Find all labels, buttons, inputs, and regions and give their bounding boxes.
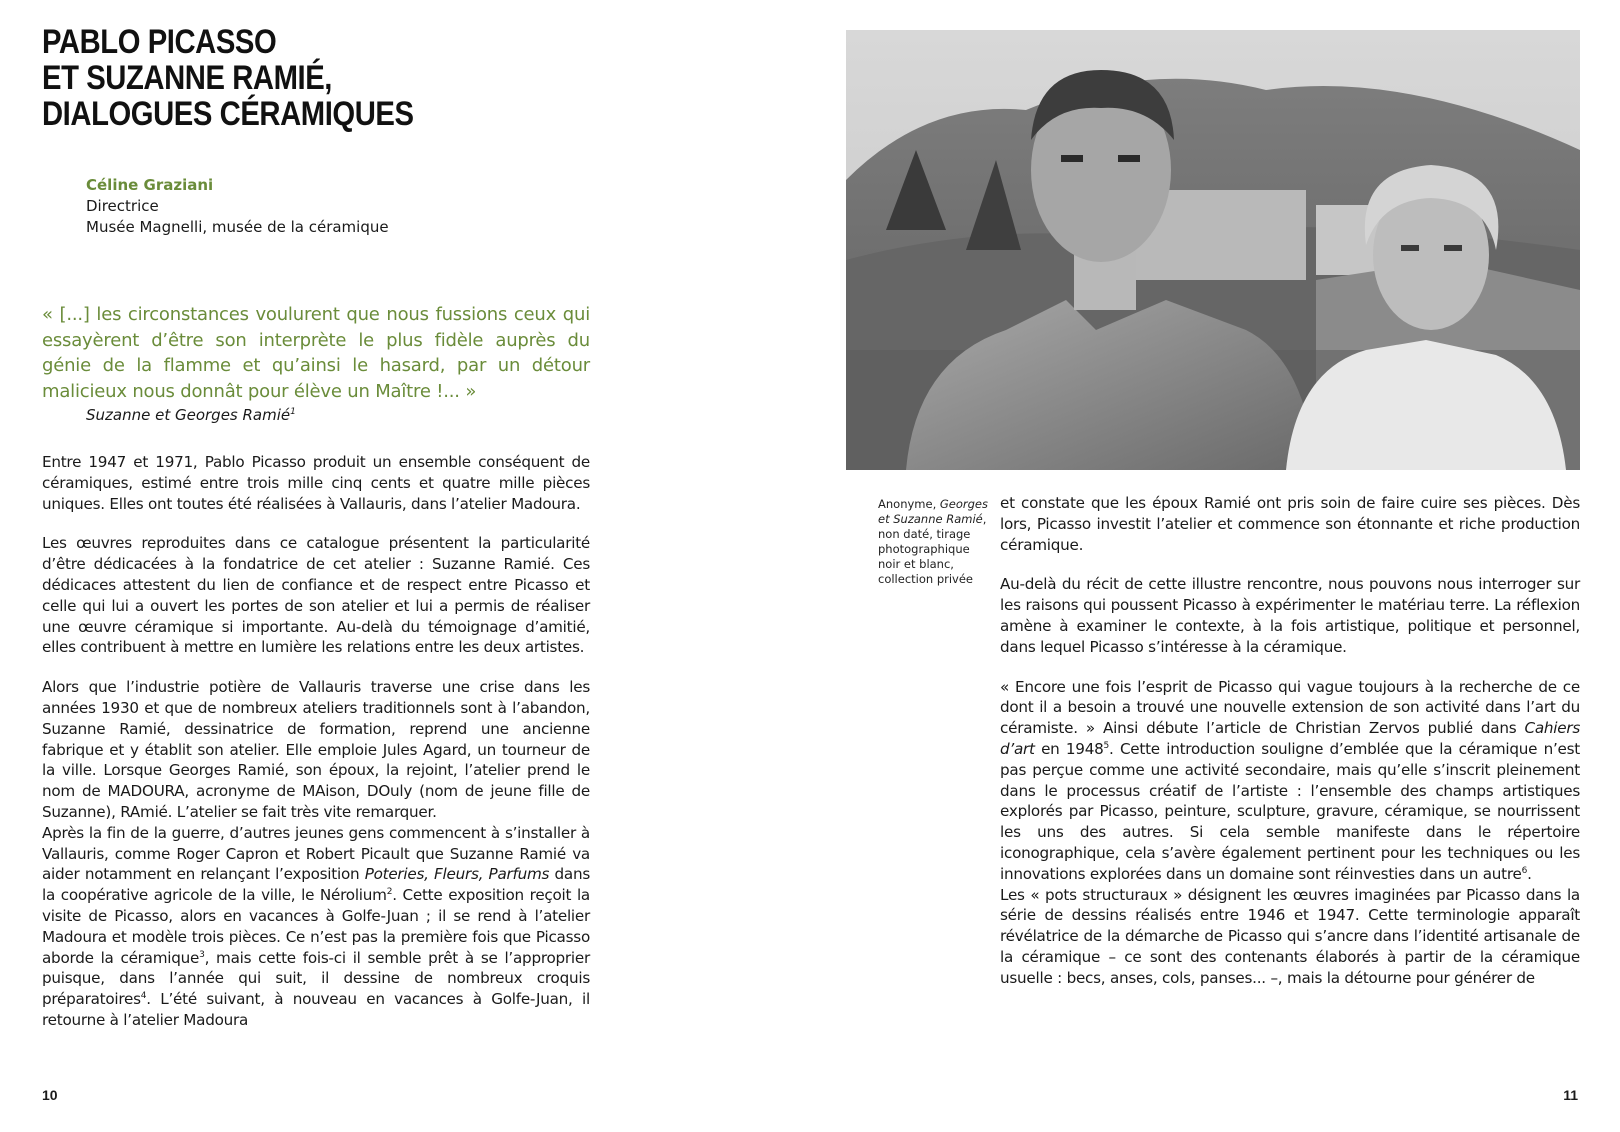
footnote-ref-6: 6 [1521,865,1528,876]
paragraph-4-part-c: . Cette exposition reçoit la visite de Picasso, alors en vacances à Golfe-Juan ; il se rend à l’atelier Madoura et modèle trois pièces. Ce n’est pas la première fois que Picasso aborde la céramique [42,886,590,967]
footnote-ref-1: 1 [290,407,296,417]
footnote-ref-4: 4 [140,991,147,1002]
page-number-right: 11 [1563,1087,1578,1103]
right-body-text [1000,493,1580,1008]
photo-illustration [846,30,1580,470]
right-paragraph-1: et constate que les époux Ramié ont pris soin de faire cuire ses pièces. Dès lors, Picasso investit l’atelier et commence son étonnante et riche production céramique. [1000,494,1580,554]
caption-title: Georges et Suzanne Ramié [878,497,988,526]
paragraph-4-part-e: . L’été suivant, à nouveau en vacances à Golfe-Juan, il retourne à l’atelier Madoura [42,990,590,1029]
exhibition-title: Poteries, Fleurs, Parfums [364,865,550,884]
right-paragraph-3-part-b: en 1948 [1034,739,1104,758]
title-line-2: ET SUZANNE RAMIÉ, [42,59,332,97]
paragraph-4-part-a: Après la fin de la guerre, d’autres jeunes gens commencent à s’installer à Vallauris, comme Roger Capron et Robert Picault que Suzanne Ramié va aider notamment en relançant l’exposition [42,823,590,884]
title-line-1: PABLO PICASSO [42,23,277,61]
paragraph-2: Les œuvres reproduites dans ce catalogue présentent la particularité d’être dédicacées à la fondatrice de cet atelier : Suzanne Ramié. Ces dédicaces attestent du lien de confiance et de respect entre Picasso et celle qui lui a ouvert les portes de son atelier et lui a permis de réaliser une œuvre céramique si importante. Au-delà du témoignage d’amitié, elles contribuent à mettre en lumière les relations entre les deux artistes. [42,534,590,657]
right-paragraph-2: Au-delà du récit de cette illustre rencontre, nous pouvons nous interroger sur les raisons qui poussent Picasso à expérimenter le matériau terre. La réflexion amène à examiner le contexte, à la fois artistique, politique et personnel, dans lequel Picasso s’intéresse à la céramique. [1000,575,1580,656]
author-block [86,175,389,238]
footnote-ref-5: 5 [1103,740,1110,751]
caption-details: , non daté, tirage photographique noir et blanc, collection privée [878,512,987,586]
author-name: Céline Graziani [86,176,214,194]
photo-caption [878,497,988,587]
journal-title: Cahiers d’art [1000,719,1580,758]
author-role: Directrice [86,197,159,215]
title-line-3: DIALOGUES CÉRAMIQUES [42,95,414,133]
archival-photo [846,30,1580,470]
caption-author: Anonyme, [878,497,940,511]
page-number-left: 10 [42,1087,58,1103]
epigraph-source-text: Suzanne et Georges Ramié [86,406,291,424]
article-title [42,24,414,132]
paragraph-4-part-b: dans la coopérative agricole de la ville, le Nérolium [42,865,590,905]
epigraph-source [86,406,296,424]
footnote-ref-2: 2 [386,887,393,898]
right-paragraph-4: Les « pots structuraux » désignent les œuvres imaginées par Picasso dans la série de dessins réalisés entre 1946 et 1947. Cette terminologie apparaît révélatrice de la démarche de Picasso qui s’ancre dans l’identité artisanale de la céramique – ce sont des contenants élaborés à partir de la céramique usuelle : becs, anses, cols, panses... –, mais la détourne pour générer de [1000,885,1580,987]
footnote-ref-3: 3 [199,949,205,960]
right-paragraph-3 [1000,677,1580,885]
right-paragraph-3-part-a: « Encore une fois l’esprit de Picasso qui vague toujours à la recherche de ce dont il a besoin a trouvé une nouvelle extension de son activité dans l’art du céramiste. » Ainsi débute l’article de Christian Zervos publié dans [1000,677,1580,738]
right-paragraph-3-part-d: . [1527,864,1532,883]
paragraph-1: Entre 1947 et 1971, Pablo Picasso produit un ensemble conséquent de céramiques, estimé entre trois mille cinq cents et quatre mille pièces uniques. Elles ont toutes été réalisées à Vallauris, dans l’atelier Madoura. [42,453,590,513]
paragraph-3: Alors que l’industrie potière de Vallauris traverse une crise dans les années 1930 et que de nombreux ateliers traditionnels sont à l’abandon, Suzanne Ramié, dessinatrice de formation, reprend une ancienne fabrique et y établit son atelier. Elle emploie Jules Agard, un tourneur de la ville. Lorsque Georges Ramié, son époux, la rejoint, l’atelier prend le nom de MADOURA, acronyme de MAison, DOuly (nom de jeune fille de Suzanne), RAmié. L’atelier se fait très vite remarquer. [42,678,590,821]
author-institution: Musée Magnelli, musée de la céramique [86,218,389,236]
epigraph-quote: « [...] les circonstances voulurent que nous fussions ceux qui essayèrent d’être son interprète le plus fidèle auprès du génie de la flamme et qu’ainsi le hasard, par un détour malicieux nous donnât pour élève un Maître !... » [42,304,590,402]
right-paragraph-3-part-c: . Cette introduction souligne d’emblée que la céramique n’est pas perçue comme une activité secondaire, mais qu’elle s’inscrit pleinement dans le processus créatif de l’artiste : l’ensemble des champs artistiques explorés par Picasso, peinture, sculpture, gravure, céramique, se nourrissent les uns des autres. Si cela semble manifeste dans le répertoire iconographique, cela s’avère également pertinent pour les techniques ou les innovations explorées dans un domaine sont réinvesties dans un autre [1000,739,1580,883]
paragraph-4 [42,823,590,1031]
left-body-text [42,452,590,1050]
paragraph-4-part-d: , mais cette fois-ci il semble prêt à se l’approprier puisque, dans l’année qui suit, il dessine de nombreux croquis préparatoires [42,948,590,1009]
